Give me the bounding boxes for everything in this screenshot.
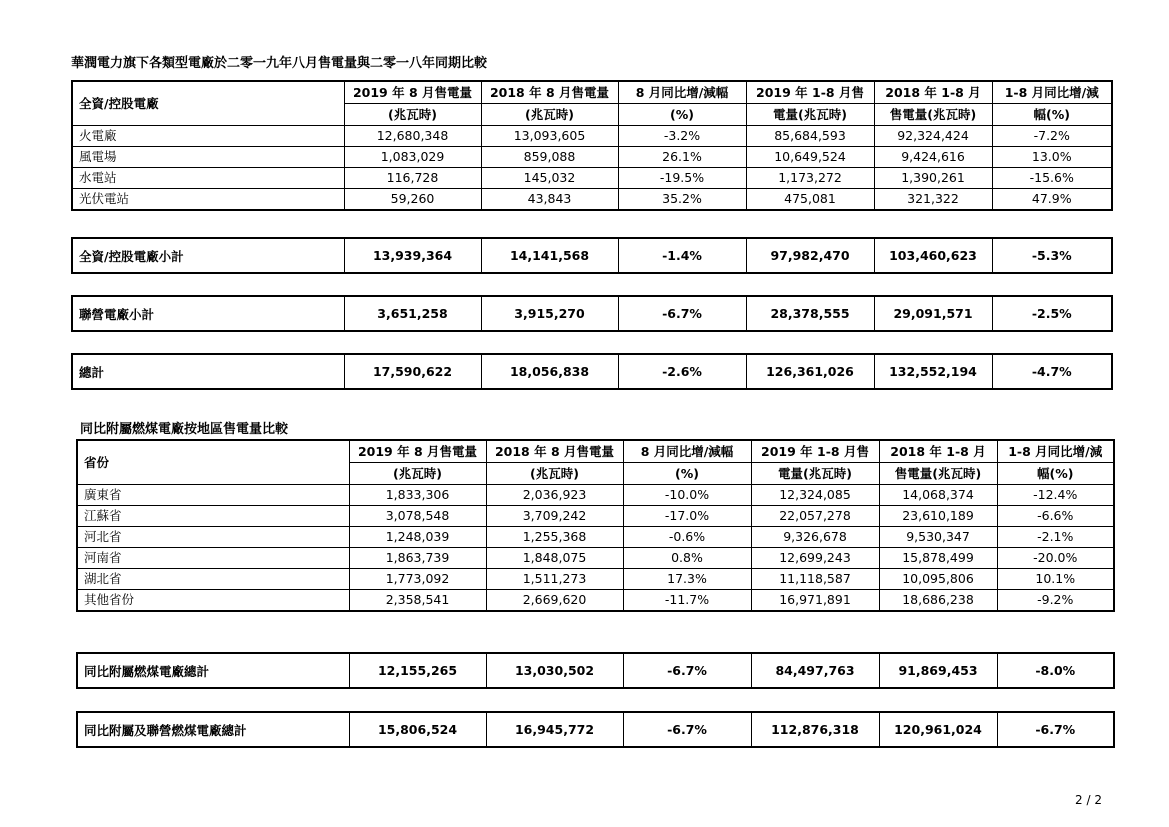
table-row: 江蘇省 3,078,548 3,709,242 -17.0% 22,057,278 23,610,189 -6.6%: [77, 506, 1114, 527]
table-row: 火電廠 12,680,348 13,093,605 -3.2% 85,684,593 92,324,424 -7.2%: [72, 126, 1112, 147]
column-header-unit: 售電量(兆瓦時): [874, 104, 992, 126]
column-header-unit: (%): [623, 463, 751, 485]
table-row: 水電站 116,728 145,032 -19.5% 1,173,272 1,390,261 -15.6%: [72, 168, 1112, 189]
column-header-unit: (兆瓦時): [486, 463, 623, 485]
column-header-province: 省份: [77, 440, 349, 485]
column-header-ytd-change: 1-8 月同比增/減: [997, 440, 1114, 463]
subtotal-row: 全資/控股電廠小計 13,939,364 14,141,568 -1.4% 97,982,470 103,460,623 -5.3%: [72, 238, 1112, 273]
column-header-unit: (%): [618, 104, 746, 126]
column-header-unit: 電量(兆瓦時): [751, 463, 879, 485]
column-header-category: 全資/控股電廠: [72, 81, 344, 126]
column-header-aug-change: 8 月同比增/減幅: [618, 81, 746, 104]
subtotal-row: 聯營電廠小計 3,651,258 3,915,270 -6.7% 28,378,555 29,091,571 -2.5%: [72, 296, 1112, 331]
column-header-2018-ytd: 2018 年 1-8 月: [879, 440, 997, 463]
section-title-regions: 同比附屬燃煤電廠按地區售電量比較: [80, 422, 289, 437]
table-row: 光伏電站 59,260 43,843 35.2% 475,081 321,322 47.9%: [72, 189, 1112, 211]
total-row: 同比附屬及聯營燃煤電廠總計 15,806,524 16,945,772 -6.7% 112,876,318 120,961,024 -6.7%: [77, 712, 1114, 747]
column-header-2019-aug: 2019 年 8 月售電量: [349, 440, 486, 463]
column-header-unit: 幅(%): [997, 463, 1114, 485]
region-table: [76, 439, 1115, 612]
grand-total-table: [71, 353, 1113, 390]
column-header-unit: 幅(%): [992, 104, 1112, 126]
table-row: 湖北省 1,773,092 1,511,273 17.3% 11,118,587 10,095,806 10.1%: [77, 569, 1114, 590]
table-row: 河南省 1,863,739 1,848,075 0.8% 12,699,243 15,878,499 -20.0%: [77, 548, 1114, 569]
subtotal-associate-table: [71, 295, 1113, 332]
table-row: 其他省份 2,358,541 2,669,620 -11.7% 16,971,891 18,686,238 -9.2%: [77, 590, 1114, 612]
column-header-2019-aug: 2019 年 8 月售電量: [344, 81, 481, 104]
subtotal-row: 同比附屬燃煤電廠總計 12,155,265 13,030,502 -6.7% 84,497,763 91,869,453 -8.0%: [77, 653, 1114, 688]
table-row: 風電場 1,083,029 859,088 26.1% 10,649,524 9,424,616 13.0%: [72, 147, 1112, 168]
column-header-aug-change: 8 月同比增/減幅: [623, 440, 751, 463]
column-header-2019-ytd: 2019 年 1-8 月售: [751, 440, 879, 463]
table-row: 河北省 1,248,039 1,255,368 -0.6% 9,326,678 9,530,347 -2.1%: [77, 527, 1114, 548]
subsidiary-coal-total-table: [76, 652, 1115, 689]
plant-type-table: [71, 80, 1113, 211]
page-number: 2 / 2: [1075, 793, 1102, 807]
column-header-unit: (兆瓦時): [344, 104, 481, 126]
total-row: 總計 17,590,622 18,056,838 -2.6% 126,361,026 132,552,194 -4.7%: [72, 354, 1112, 389]
all-coal-total-table: [76, 711, 1115, 748]
column-header-unit: (兆瓦時): [481, 104, 618, 126]
column-header-ytd-change: 1-8 月同比增/減: [992, 81, 1112, 104]
column-header-2019-ytd: 2019 年 1-8 月售: [746, 81, 874, 104]
table-row: 廣東省 1,833,306 2,036,923 -10.0% 12,324,085 14,068,374 -12.4%: [77, 485, 1114, 506]
section-title-plant-types: 華潤電力旗下各類型電廠於二零一九年八月售電量與二零一八年同期比較: [71, 56, 488, 71]
column-header-2018-aug: 2018 年 8 月售電量: [481, 81, 618, 104]
column-header-2018-ytd: 2018 年 1-8 月: [874, 81, 992, 104]
column-header-unit: 售電量(兆瓦時): [879, 463, 997, 485]
subtotal-owned-table: [71, 237, 1113, 274]
column-header-2018-aug: 2018 年 8 月售電量: [486, 440, 623, 463]
column-header-unit: (兆瓦時): [349, 463, 486, 485]
column-header-unit: 電量(兆瓦時): [746, 104, 874, 126]
